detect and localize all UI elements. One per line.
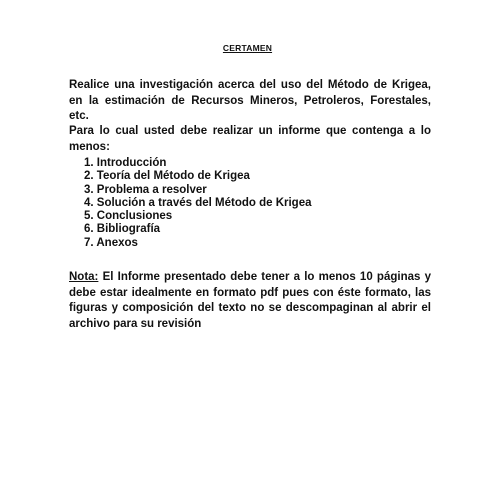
list-item: 1. Introducción — [84, 157, 167, 169]
note-text: El Informe presentado debe tener a lo menos 10 páginas y debe estar idealmente en formato pdf pues con éste formato, las figuras y composición del texto no se descompaginan al abrir el archivo para su revisión — [69, 271, 431, 330]
note-paragraph — [69, 270, 431, 332]
list-item: 5. Conclusiones — [84, 210, 173, 223]
list-item: 2. Teoría del Método de Krigea — [84, 170, 250, 183]
list-item: 4. Solución a través del Método de Krigea — [84, 196, 312, 209]
list-item: 7. Anexos — [84, 236, 138, 249]
intro-paragraph: Realice una investigación acerca del uso del Método de Krigea, en la estimación de Recursos Mineros, Petroleros, Forestales, etc. — [69, 79, 431, 122]
report-sections-list — [84, 157, 312, 250]
list-item: 3. Problema a resolver — [84, 183, 207, 196]
document-title: CERTAMEN — [222, 43, 273, 53]
requirement-paragraph: Para lo cual usted debe realizar un informe que contenga a lo menos: — [69, 125, 431, 153]
list-item: 6. Bibliografía — [84, 223, 161, 236]
note-label: Nota: — [69, 271, 99, 283]
